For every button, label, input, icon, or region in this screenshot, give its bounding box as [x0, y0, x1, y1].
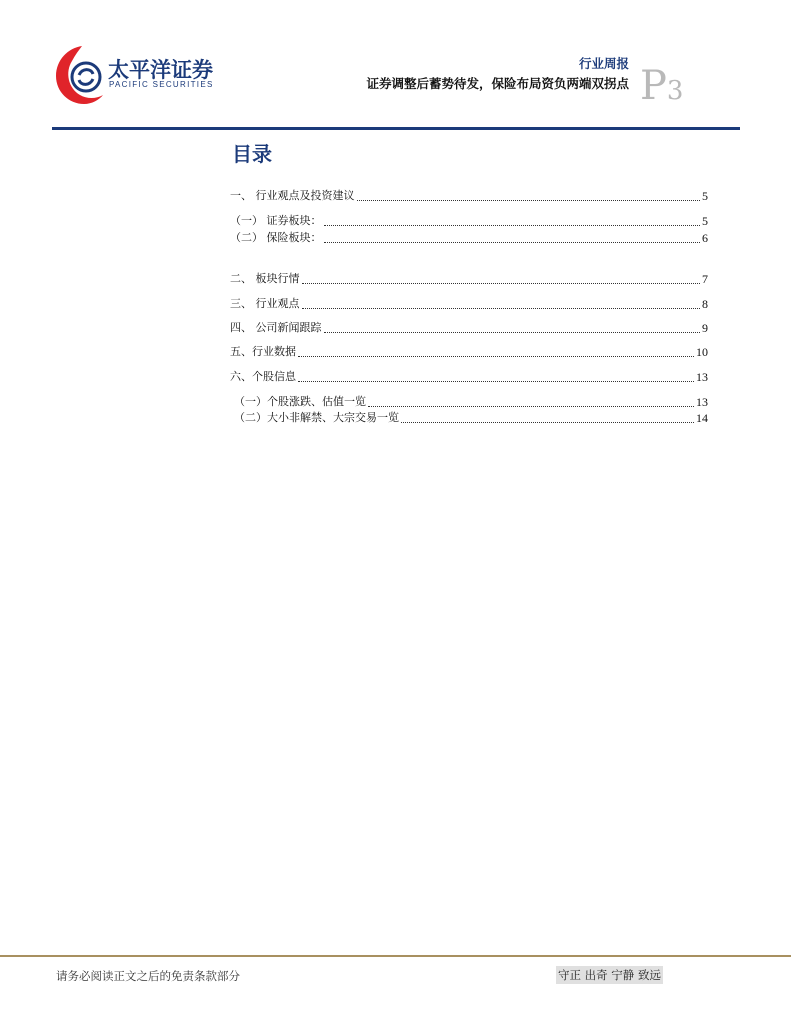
toc-item[interactable] — [230, 409, 708, 425]
toc-item-label: 六、个股信息 — [230, 370, 296, 383]
toc-leader-dots — [324, 224, 701, 226]
toc-item-page: 14 — [696, 411, 708, 425]
toc-item[interactable] — [230, 319, 708, 335]
toc-item-page: 6 — [702, 231, 708, 245]
toc-item[interactable] — [230, 187, 708, 203]
toc-item-page: 5 — [702, 189, 708, 203]
toc-item-label: 五、行业数据 — [230, 345, 296, 358]
toc-item-label: （二）大小非解禁、大宗交易一览 — [234, 411, 399, 424]
report-type: 行业周报 — [578, 56, 629, 71]
page-number — [640, 63, 684, 109]
toc-item-page: 10 — [696, 345, 708, 359]
company-logo — [52, 42, 220, 108]
toc-item-page: 13 — [696, 395, 708, 409]
toc-leader-dots — [401, 421, 694, 423]
toc-leader-dots — [324, 241, 701, 243]
toc-item[interactable] — [230, 229, 708, 245]
page-digit: 3 — [666, 76, 684, 106]
footer-divider — [0, 955, 791, 957]
toc-heading: 目录 — [232, 142, 272, 166]
toc-item-page: 8 — [702, 297, 708, 311]
footer-disclaimer: 请务必阅读正文之后的免责条款部分 — [56, 969, 240, 983]
toc-item[interactable] — [230, 212, 708, 228]
toc-item-label: （二） 保险板块： — [230, 231, 322, 244]
toc-leader-dots — [368, 405, 694, 407]
toc-leader-dots — [298, 355, 694, 357]
toc-item-label: （一） 证券板块： — [230, 214, 322, 227]
toc-item-label: 四、 公司新闻跟踪 — [230, 321, 322, 334]
header-divider — [52, 127, 740, 130]
toc-leader-dots — [298, 380, 694, 382]
toc-item-label: 二、 板块行情 — [230, 272, 300, 285]
toc-item-label: 一、 行业观点及投资建议 — [230, 189, 355, 202]
toc-item-page: 9 — [702, 321, 708, 335]
page-letter: P — [640, 63, 667, 109]
toc-item[interactable] — [230, 393, 708, 409]
toc-leader-dots — [324, 331, 701, 333]
report-title: 证券调整后蓄势待发，保险布局资负两端双拐点 — [366, 76, 629, 91]
logo-chinese-name: 太平洋证券 — [108, 58, 213, 82]
toc-item[interactable] — [230, 368, 708, 384]
toc-item[interactable] — [230, 295, 708, 311]
toc-leader-dots — [357, 199, 701, 201]
footer-motto: 守正 出奇 宁静 致远 — [558, 968, 661, 982]
toc-item-page: 5 — [702, 214, 708, 228]
toc-item-label: 三、 行业观点 — [230, 297, 300, 310]
logo-english-name: PACIFIC SECURITIES — [109, 80, 214, 89]
toc-leader-dots — [302, 282, 701, 284]
toc-leader-dots — [302, 307, 701, 309]
toc-item-label: （一）个股涨跌、估值一览 — [234, 395, 366, 408]
toc-item-page: 7 — [702, 272, 708, 286]
pacific-securities-logo-icon — [52, 42, 108, 108]
toc-item[interactable] — [230, 343, 708, 359]
toc-item[interactable] — [230, 270, 708, 286]
toc-item-page: 13 — [696, 370, 708, 384]
